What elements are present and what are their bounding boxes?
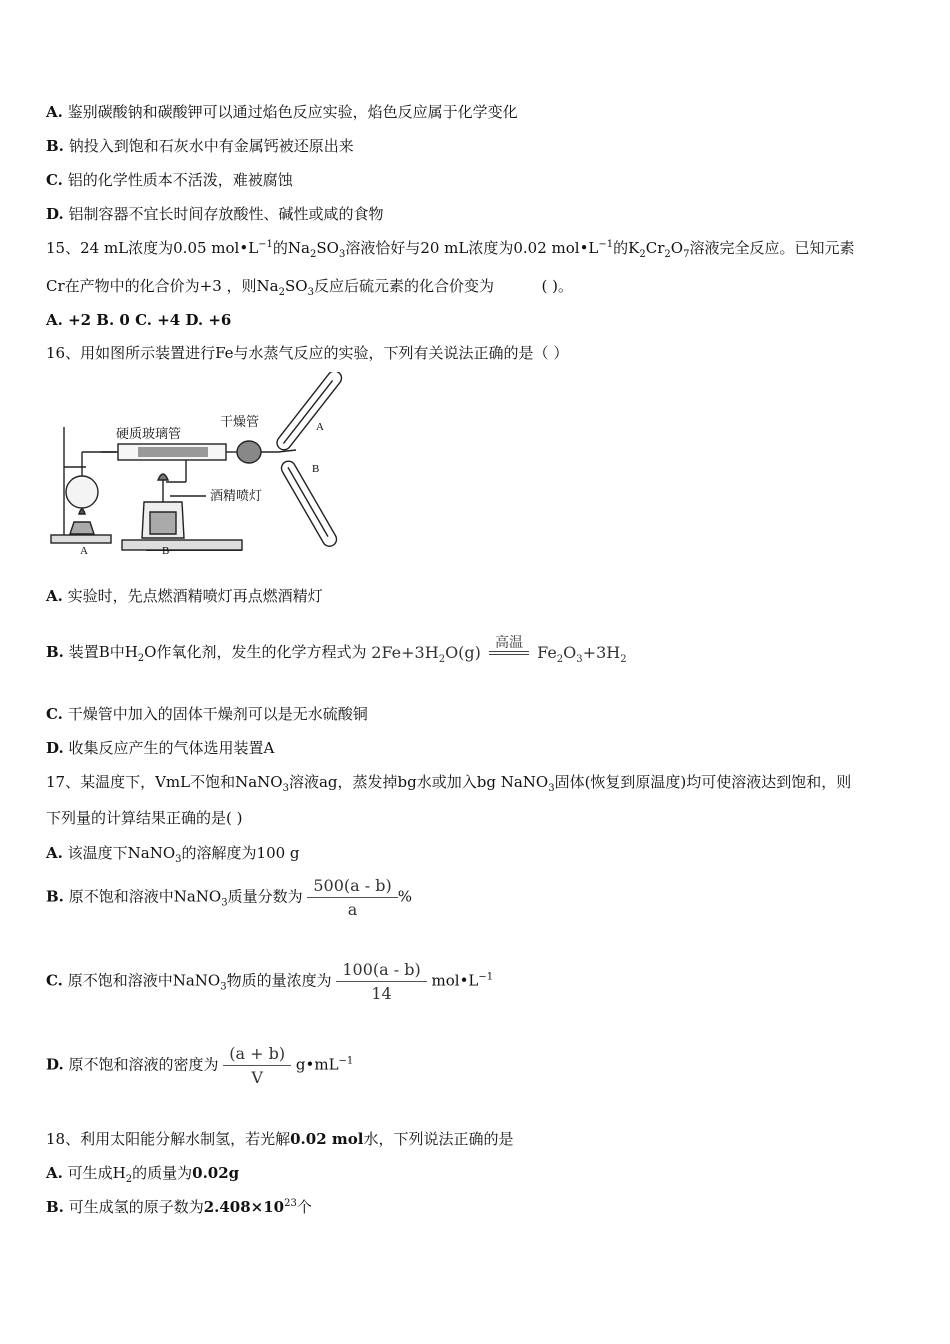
q15-text: 反应后硫元素的化合价变为 — [313, 277, 494, 295]
option-letter: D. — [46, 739, 64, 757]
label-a-right: A — [316, 421, 324, 433]
fraction-concentration: $\frac{100(a - b)}{14}$ — [336, 960, 426, 1003]
option-letter: B. — [46, 137, 64, 155]
option-letter: A. — [46, 103, 63, 121]
stand-base-a — [51, 535, 111, 543]
label-b-right: B — [312, 463, 320, 475]
option-text: 铝制容器不宜长时间存放酸性、碱性或咸的食物 — [68, 205, 384, 223]
q14-option-b — [46, 136, 354, 156]
option-letter: B. — [46, 643, 64, 661]
alcohol-lamp — [70, 522, 94, 534]
q15-options: A. +2 B. 0 C. +4 D. +6 — [46, 311, 232, 329]
q14-option-a — [46, 102, 518, 122]
collection-tube-b — [279, 459, 339, 549]
q15-text: Cr在产物中的化合价为+3 ，则Na — [46, 277, 279, 295]
q15-text: SO — [316, 239, 339, 257]
option-text: 鉴别碳酸钠和碳酸钾可以通过焰色反应实验，焰色反应属于化学变化 — [67, 103, 518, 121]
q15-stem-line1 — [46, 238, 854, 258]
q17-stem-line1: 17、某温度下，VmL不饱和NaNO$_3$溶液ag，蒸发掉bg水或加入bg NaNO$_3$固体(恢复到原温度)均可使溶液达到饱和，则 — [46, 773, 852, 794]
fraction-density: $\frac{(a + b)}{V}$ — [223, 1044, 291, 1087]
q18-option-b: B. 可生成氢的原子数为$2.408\times 10^{23}$个 — [46, 1198, 312, 1216]
q16-stem-text: 用如图所示装置进行Fe与水蒸气反应的实验，下列有关说法正确的是（ ） — [80, 344, 569, 362]
q15-text: 溶液完全反应。已知元素 — [689, 239, 855, 257]
q16-option-b — [46, 635, 627, 665]
question-number: 18、 — [46, 1130, 81, 1148]
q18-stem: 18、利用太阳能分解水制氢，若光解0.02 mol水，下列说法正确的是 — [46, 1130, 514, 1148]
superscript: −1 — [598, 239, 614, 250]
subscript: 2 — [137, 653, 145, 664]
subscript: 2 — [278, 287, 285, 298]
q15-text: SO — [284, 277, 308, 295]
q14-option-d — [46, 204, 384, 224]
option-letter: A. — [46, 587, 63, 605]
q17-option-a: A. 该温度下NaNO$_3$的溶解度为100 g — [46, 844, 300, 865]
option-letter: C. — [46, 705, 63, 723]
q16-stem — [46, 343, 568, 363]
label-a-left: A — [80, 545, 88, 557]
option-text: 钠投入到饱和石灰水中有金属钙被还原出来 — [68, 137, 354, 155]
q15-text: 24 mL浓度为0.05 mol•L — [80, 239, 259, 257]
fraction-mass-percent: $\frac{500(a - b)}{a}$ — [307, 876, 397, 919]
q14-option-c — [46, 170, 293, 190]
label-b-left: B — [162, 545, 170, 557]
q16-option-d — [46, 738, 274, 758]
subscript: 3 — [338, 249, 346, 260]
question-number: 17、 — [46, 773, 81, 791]
option-text: 收集反应产生的气体选用装置A — [68, 739, 275, 757]
q17-option-b: B. 原不饱和溶液中NaNO$_3$质量分数为 $\frac{500(a - b)}{a}$ % — [46, 876, 413, 919]
label-dryer: 干燥管 — [220, 414, 260, 429]
q15-text: 溶液恰好与20 mL浓度为0.02 mol•L — [345, 239, 599, 257]
subscript: 7 — [683, 249, 690, 260]
option-letter: D. — [46, 205, 64, 223]
answer-blank: ( )。 — [541, 277, 573, 295]
subscript: 2 — [639, 249, 646, 260]
subscript: 3 — [307, 287, 314, 298]
question-number: 15、 — [46, 239, 81, 257]
chemical-equation: $2Fe+3H_2O(g)$ 高温 $Fe_2O_3+3H_2$ — [371, 635, 627, 665]
q18-option-a: A. 可生成$H_2$的质量为0.02g — [46, 1164, 240, 1185]
q15-text: 的Na — [272, 239, 310, 257]
drying-tube — [237, 441, 261, 463]
flask — [66, 476, 98, 508]
option-text: 干燥管中加入的固体干燥剂可以是无水硫酸铜 — [67, 705, 368, 723]
q15-text: O — [670, 239, 684, 257]
q15-text: Cr — [645, 239, 665, 257]
subscript: 2 — [664, 249, 671, 260]
q16-option-a — [46, 586, 323, 606]
option-text: 铝的化学性质本不活泼，难被腐蚀 — [67, 171, 293, 189]
q17-option-d: D. 原不饱和溶液的密度为 $\frac{(a + b)}{V}$ $g•mL^{-1}$ — [46, 1044, 354, 1087]
option-text: 装置B中H — [68, 643, 138, 661]
superscript: −1 — [258, 239, 273, 250]
label-tube: 硬质玻璃管 — [116, 426, 182, 441]
q16-option-c — [46, 704, 368, 724]
subscript: 2 — [310, 249, 317, 260]
collection-tube-a — [274, 372, 344, 453]
q17-option-c: C. 原不饱和溶液中NaNO$_3$物质的量浓度为 $\frac{100(a - b)}{14}$ $mol•L^{-1}$ — [46, 960, 494, 1003]
stand-base-b — [122, 540, 242, 550]
label-lamp: 酒精喷灯 — [210, 488, 263, 503]
apparatus-figure — [46, 372, 346, 562]
question-number: 16、 — [46, 344, 81, 362]
q15-text: 的K — [613, 239, 640, 257]
apparatus-diagram — [46, 372, 346, 562]
option-text: O作氧化剂，发生的化学方程式为 — [144, 643, 367, 661]
q15-stem-line2 — [46, 276, 573, 296]
q17-stem-line2: 下列量的计算结果正确的是( ) — [46, 809, 243, 827]
option-letter: C. — [46, 171, 63, 189]
reaction-arrow: 高温 — [489, 635, 529, 655]
option-text: 实验时，先点燃酒精喷灯再点燃酒精灯 — [67, 587, 323, 605]
